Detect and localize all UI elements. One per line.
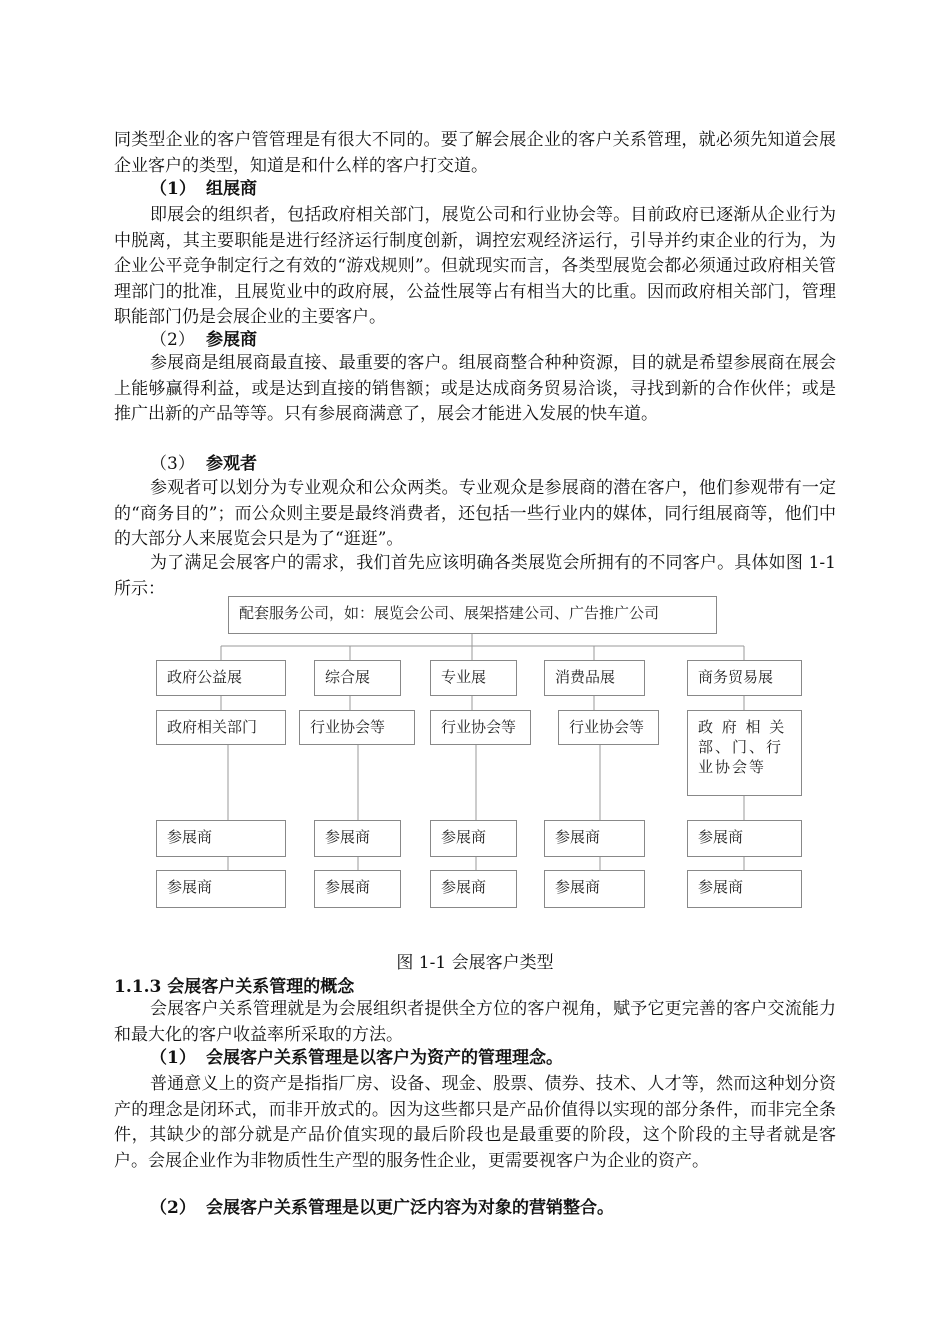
organizer-box-government: 政府相关部门 [156,710,286,745]
exhibitor-box: 参展商 [156,820,286,857]
exhibitor-box: 参展商 [156,870,286,908]
exhibitor-box: 参展商 [544,820,645,857]
organizer-box-trade: 政 府 相 关 部、门、行 业协会等 [687,710,802,796]
organizer-paragraph: 即展会的组织者，包括政府相关部门，展览公司和行业协会等。目前政府已逐渐从企业行为中脱离，其主要职能是进行经济运行制度创新，调控宏观经济运行，引导并约束企业的行为，为企业公平竞争制定行之有效的“游戏规则”。但就现实而言，各类型展览会都必须通过政府相关管理部门的批准，且展览业中的政府展，公益性展等占有相当大的比重。因而政府相关部门，管理职能部门仍是会展企业的主要客户。 [114,205,836,327]
type-box-trade: 商务贸易展 [687,660,802,696]
type-box-government: 政府公益展 [156,660,286,696]
exhibitor-box: 参展商 [430,870,517,908]
figure-intro-paragraph: 为了满足会展客户的需求，我们首先应该明确各类展览会所拥有的不同客户。具体如图 1-1 所示： [114,553,836,599]
exhibitor-box: 参展商 [314,870,401,908]
organizer-box-professional: 行业协会等 [430,710,531,745]
section-heading: 1.1.3 会展客户关系管理的概念 [114,977,355,997]
exhibitor-paragraph: 参展商是组展商最直接、最重要的客户。组展商整合种种资源，目的就是希望参展商在展会上能够赢得利益，或是达到直接的销售额；或是达成商务贸易洽谈，寻找到新的合作伙伴；或是推广出新的产品等等。只有参展商满意了，展会才能进入发展的快车道。 [114,353,836,424]
heading-organizer: （1） 组展商 [150,179,257,199]
exhibitor-box: 参展商 [430,820,517,857]
visitor-paragraph: 参观者可以划分为专业观众和公众两类。专业观众是参展商的潜在客户，他们参观带有一定的“商务目的”；而公众则主要是最终消费者，还包括一些行业内的媒体，同行组展商等，他们中的大部分人来展览会只是为了“逛逛”。 [114,478,836,549]
type-box-consumer: 消费品展 [544,660,645,696]
heading-exhibitor: （2） 参展商 [150,330,257,350]
crm-definition-paragraph: 会展客户关系管理就是为会展组织者提供全方位的客户视角，赋予它更完善的客户交流能力和最大化的客户收益率所采取的方法。 [114,999,836,1045]
exhibitor-box: 参展商 [314,820,401,857]
type-box-professional: 专业展 [430,660,517,696]
exhibitor-box: 参展商 [544,870,645,908]
figure-caption: 图 1-1 会展客户类型 [396,953,554,973]
exhibitor-box: 参展商 [687,870,802,908]
asset-paragraph: 普通意义上的资产是指指厂房、设备、现金、股票、债券、技术、人才等，然而这种划分资产的理念是闭环式，而非开放式的。因为这些都只是产品价值得以实现的部分条件，而非完全条件，其缺少的部分就是产品价值实现的最后阶段也是最重要的阶段，这个阶段的主导者就是客户。会展企业作为非物质性生产型的服务性企业，更需要视客户为企业的资产。 [114,1074,836,1171]
organizer-box-comprehensive: 行业协会等 [299,710,415,745]
type-box-comprehensive: 综合展 [314,660,401,696]
organizer-box-consumer: 行业协会等 [558,710,659,745]
heading-visitor: （3） 参观者 [150,454,257,474]
intro-paragraph: 同类型企业的客户管管理是有很大不同的。要了解会展企业的客户关系管理，就必须先知道会展企业客户的类型，知道是和什么样的客户打交道。 [114,130,836,176]
heading-customer-asset: （1） 会展客户关系管理是以客户为资产的管理理念。 [150,1048,563,1068]
heading-marketing-integration: （2） 会展客户关系管理是以更广泛内容为对象的营销整合。 [150,1198,614,1218]
support-services-box: 配套服务公司，如：展览会公司、展架搭建公司、广告推广公司 [228,596,717,634]
exhibitor-box: 参展商 [687,820,802,857]
